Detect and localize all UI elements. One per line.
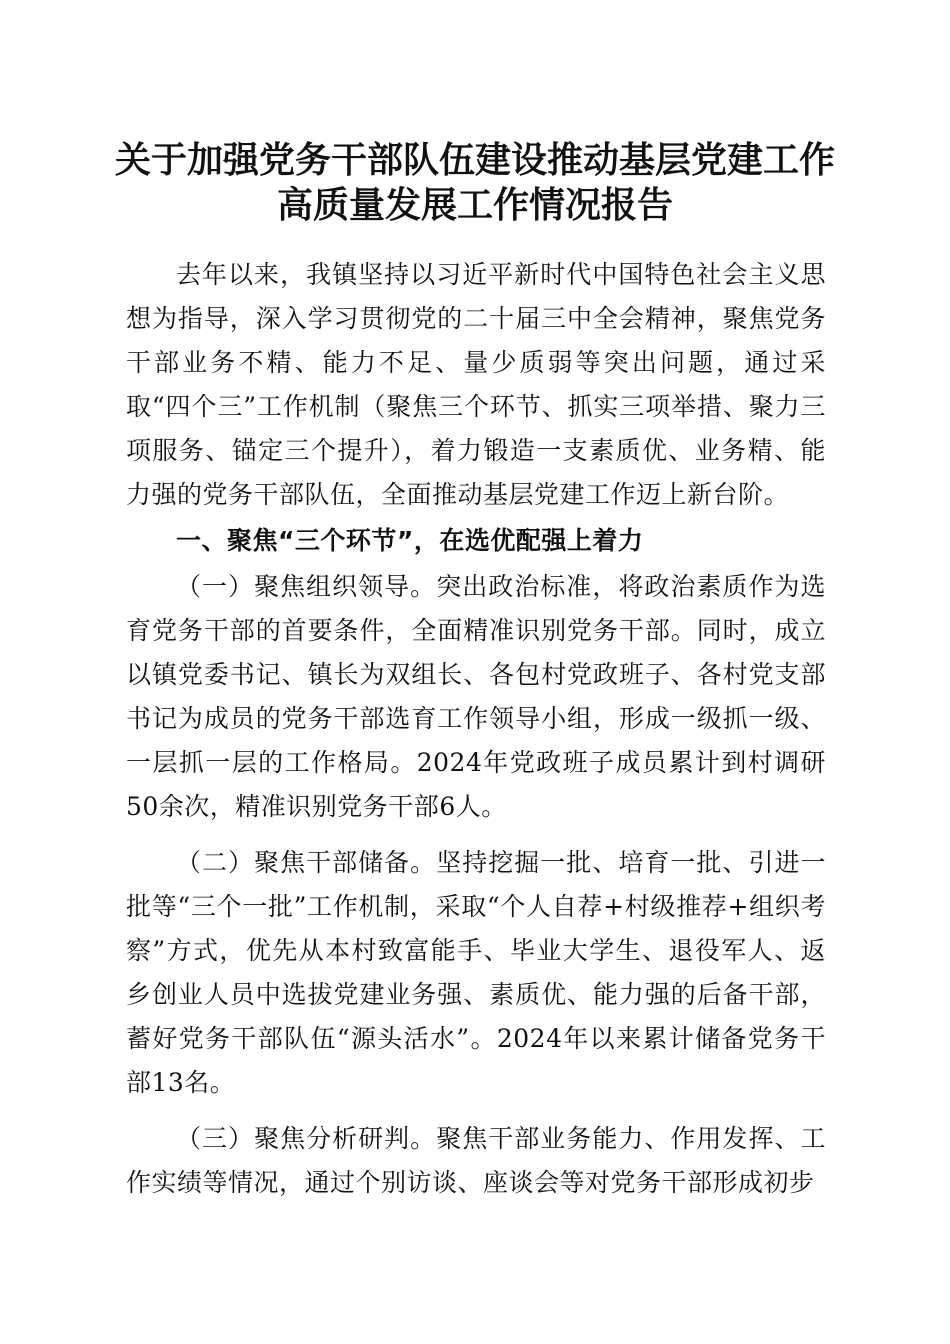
section-1-heading: 一、聚焦“三个环节”，在选优配强上着力 <box>176 526 644 555</box>
document-body <box>126 253 826 1205</box>
document-title-line-2: 高质量发展工作情况报告 <box>276 184 673 226</box>
paragraph-analysis-judgment: （三）聚焦分析研判。聚焦干部业务能力、作用发挥、工作实绩等情况，通过个别访谈、座谈会等对党务干部形成初步 <box>126 1124 826 1197</box>
document-title-line-1: 关于加强党务干部队伍建设推动基层党建工作 <box>114 139 835 181</box>
paragraph-cadre-reserve: （二）聚焦干部储备。坚持挖掘一批、培育一批、引进一批等“三个一批”工作机制，采取“个人自荐+村级推荐+组织考察”方式，优先从本村致富能手、毕业大学生、退役军人、返乡创业人员中选拔党建业务强、素质优、能力强的后备干部，蓄好党务干部队伍“源头活水”。2024年以来累计储备党务干部13名。 <box>126 848 826 1097</box>
paragraph-organization-leadership: （一）聚焦组织领导。突出政治标准，将政治素质作为选育党务干部的首要条件，全面精准识别党务干部。同时，成立以镇党委书记、镇长为双组长、各包村党政班子、各村党支部书记为成员的党务干部选育工作领导小组，形成一级抓一级、一层抓一层的工作格局。2024年党政班子成员累计到村调研50余次，精准识别党务干部6人。 <box>126 572 826 821</box>
intro-paragraph: 去年以来，我镇坚持以习近平新时代中国特色社会主义思想为指导，深入学习贯彻党的二十届三中全会精神，聚焦党务干部业务不精、能力不足、量少质弱等突出问题，通过采取“四个三”工作机制（聚焦三个环节、抓实三项举措、聚力三项服务、锚定三个提升），着力锻造一支素质优、业务精、能力强的党务干部队伍，全面推动基层党建工作迈上新台阶。 <box>126 260 826 509</box>
